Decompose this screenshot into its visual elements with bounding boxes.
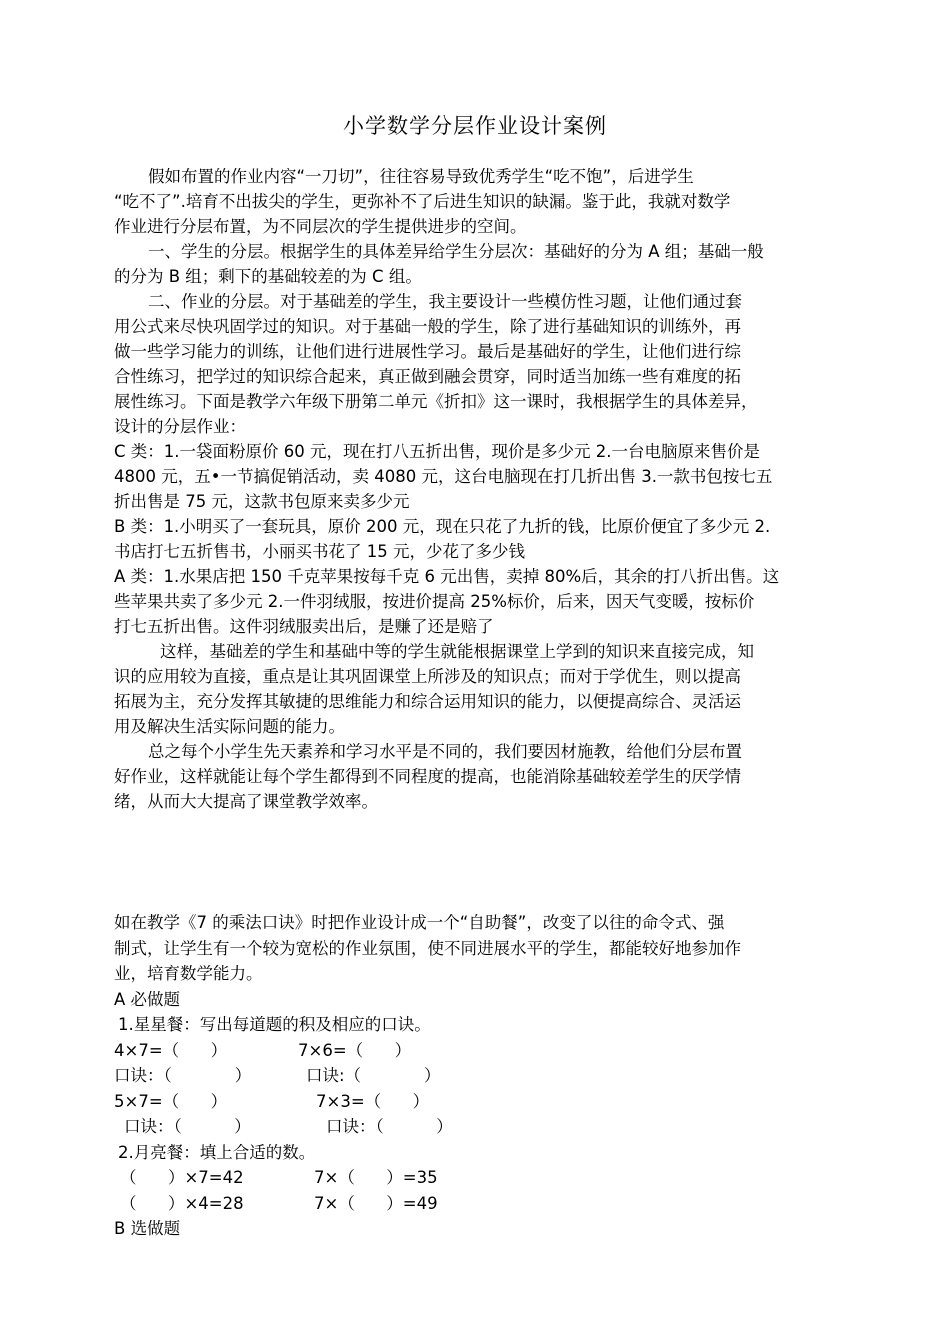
paragraph-line: 二、作业的分层。对于基础差的学生，我主要设计一些模仿性习题，让他们通过套: [148, 292, 742, 311]
exercise-row: [114, 1063, 866, 1089]
paragraph-line: 识的应用较为直接，重点是让其巩固课堂上所涉及的知识点；而对于学优生，则以提高: [114, 667, 741, 686]
paragraph-line: “吃不了”.培育不出拔尖的学生，更弥补不了后进生知识的缺漏。鉴于此，我就对数学: [114, 192, 731, 211]
section-heading-a: A 必做题: [114, 989, 181, 1009]
paragraph-line: 折出售是 75 元，这款书包原来卖多少元: [114, 492, 410, 511]
paragraph-line: 作业进行分层布置，为不同层次的学生提供进步的空间。: [114, 217, 527, 236]
exercise-left: （ ）×7=42: [120, 1168, 244, 1187]
exercise-row: [114, 1038, 866, 1064]
paragraph-line: 打七五折出售。这件羽绒服卖出后，是赚了还是赔了: [114, 617, 494, 636]
paragraph-line: 合性练习，把学过的知识综合起来，真正做到融会贯穿，同时适当加练一些有难度的拓: [114, 367, 741, 386]
paragraph-line: 如在教学《7 的乘法口诀》时把作业设计成一个“自助餐”，改变了以往的命令式、强: [114, 913, 725, 932]
exercise-left: 5×7=（ ）: [114, 1091, 228, 1111]
paragraph-line: 制式，让学生有一个较为宽松的作业氛围，使不同进展水平的学生，都能较好地参加作: [114, 938, 741, 958]
exercise-right: 7×（ ）=35: [314, 1168, 438, 1187]
document-title: 小学数学分层作业设计案例: [343, 114, 607, 138]
paragraph-line: 总之每个小学生先天素养和学习水平是不同的，我们要因材施教，给他们分层布置: [148, 742, 742, 761]
main-text: [114, 164, 866, 814]
exercise-row: [114, 1114, 866, 1140]
paragraph-line: 设计的分层作业：: [114, 417, 246, 436]
exercise-left: 口诀：（ ）: [124, 1117, 251, 1136]
paragraph-line: 用及解决生活实际问题的能力。: [114, 717, 345, 736]
paragraph-line: 做一些学习能力的训练，让他们进行进展性学习。最后是基础好的学生，让他们进行综: [114, 342, 741, 361]
section-heading-b: B 选做题: [114, 1219, 181, 1238]
exercise-right: 7×3=（ ）: [316, 1091, 430, 1111]
paragraph-line: 展性练习。下面是教学六年级下册第二单元《折扣》这一课时，我根据学生的具体差异，: [114, 392, 758, 411]
exercise-section: [114, 910, 866, 1242]
exercise-right: 7×（ ）=49: [314, 1193, 438, 1213]
paragraph-line: B 类：1.小明买了一套玩具，原价 200 元，现在只花了九折的钱，比原价便宜了多少元 2.: [114, 517, 771, 536]
paragraph-line: 拓展为主，充分发挥其敏捷的思维能力和综合运用知识的能力，以便提高综合、灵活运: [114, 692, 741, 711]
exercise-row: [114, 1191, 866, 1217]
paragraph-line: 4800 元，五•一节搞促销活动，卖 4080 元，这台电脑现在打几折出售 3.一款书包按七五: [114, 467, 773, 486]
star-meal-title: 1.星星餐：写出每道题的积及相应的口诀。: [118, 1015, 431, 1034]
paragraph-line: 好作业，这样就能让每个学生都得到不同程度的提高，也能消除基础较差学生的厌学情: [114, 767, 741, 786]
exercise-right: 口诀:（ ）: [306, 1066, 441, 1085]
paragraph-line: 的分为 B 组；剩下的基础较差的为 C 组。: [114, 267, 422, 286]
exercise-right: 口诀：（ ）: [326, 1117, 453, 1136]
paragraph-line: 书店打七五折售书，小丽买书花了 15 元，少花了多少钱: [114, 542, 525, 561]
paragraph-line: 用公式来尽快巩固学过的知识。对于基础一般的学生，除了进行基础知识的训练外，再: [114, 317, 741, 336]
exercise-left: 4×7=（ ）: [114, 1040, 228, 1060]
paragraph-line: 绪，从而大大提高了课堂教学效率。: [114, 792, 378, 811]
paragraph-line: 一、学生的分层。根据学生的具体差异给学生分层次：基础好的分为 A 组；基础一般: [148, 242, 764, 261]
exercise-left: （ ）×4=28: [120, 1193, 244, 1213]
exercise-left: 口诀：（ ）: [114, 1066, 252, 1085]
paragraph-line: C 类：1.一袋面粉原价 60 元，现在打八五折出售，现价是多少元 2.一台电脑原来售价是: [114, 442, 760, 461]
exercise-row: [114, 1089, 866, 1115]
paragraph-line: 这样，基础差的学生和基础中等的学生就能根据课堂上学到的知识来直接完成，知: [160, 642, 754, 661]
paragraph-line: 些苹果共卖了多少元 2.一件羽绒服，按进价提高 25%标价，后来，因天气变暖，按标价: [114, 592, 755, 611]
paragraph-line: A 类：1.水果店把 150 千克苹果按每千克 6 元出售，卖掉 80%后，其余的打八折出售。这: [114, 567, 780, 586]
moon-meal-title: 2.月亮餐：填上合适的数。: [118, 1142, 316, 1162]
exercise-right: 7×6=（ ）: [298, 1040, 412, 1060]
paragraph-line: 业，培育数学能力。: [114, 964, 263, 983]
paragraph-line: 假如布置的作业内容“一刀切”，往往容易导致优秀学生“吃不饱”，后进学生: [148, 167, 694, 186]
exercise-row: [114, 1165, 866, 1191]
